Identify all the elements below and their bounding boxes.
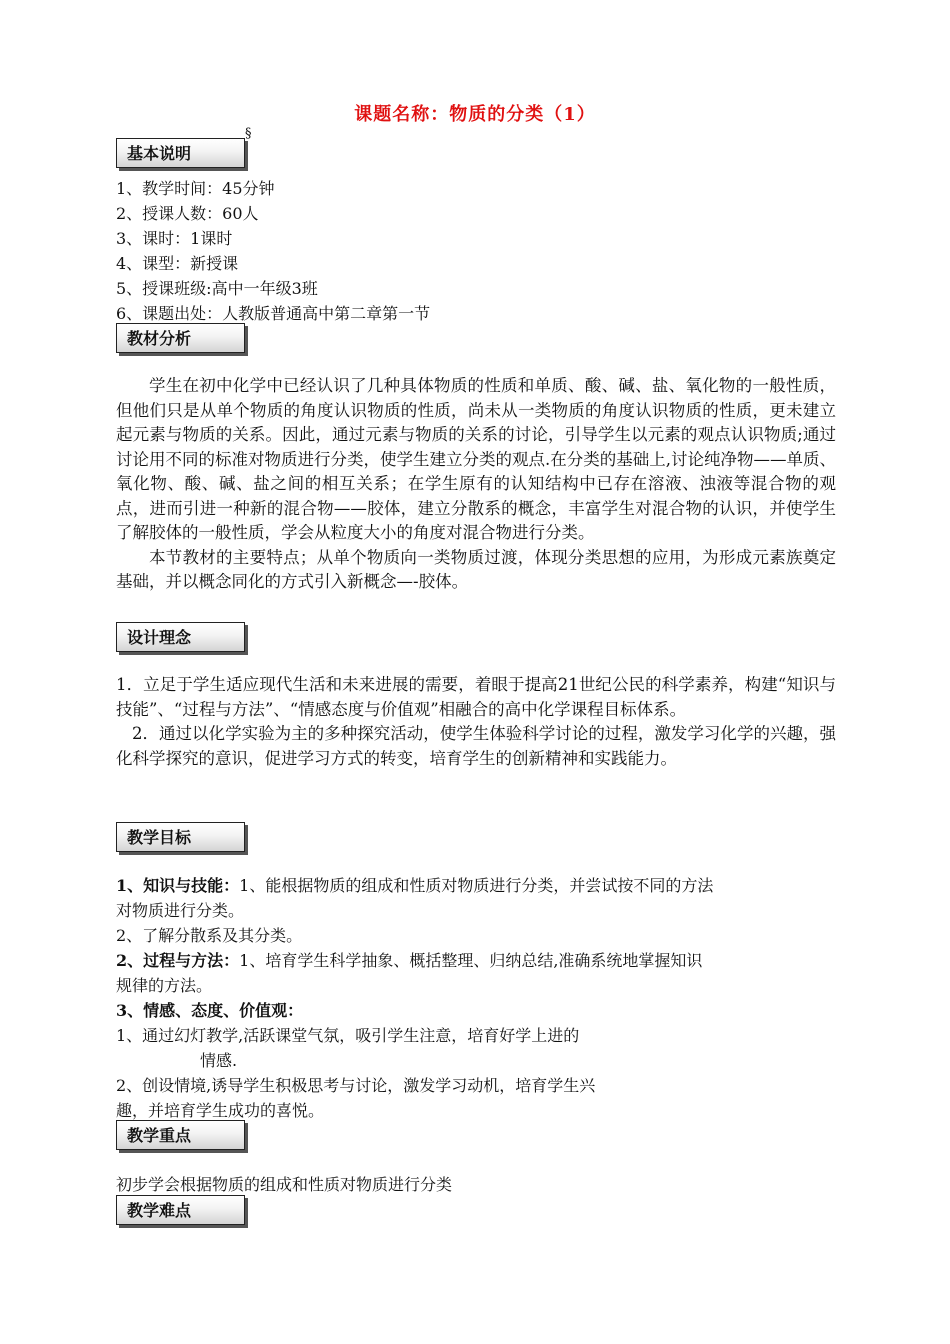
concept-paragraph: 1．立足于学生适应现代生活和未来进展的需要，着眼于提高21世纪公民的科学素养，构建“知识与技能”、“过程与方法”、“情感态度与价值观”相融合的高中化学课程目标体系。 (116, 675, 836, 719)
goal-label: 3、情感、态度、价值观： (116, 1001, 304, 1020)
goal-line (116, 873, 713, 896)
goal-text: 1、通过幻灯教学,活跃课堂气氛，吸引学生注意，培育好学上进的 (116, 1026, 580, 1045)
goal-text: 1、能根据物质的组成和性质对物质进行分类，并尝试按不同的方法 (239, 876, 714, 895)
concept-paragraph: 2．通过以化学实验为主的多种探究活动，使学生体验科学讨论的过程，激发学习化学的兴趣，强化科学探究的意识，促进学习方式的转变，培育学生的创新精神和实践能力。 (116, 724, 836, 768)
basic-item: 1、教学时间：45分钟 (116, 179, 275, 198)
goal-text: 情感. (200, 1051, 238, 1070)
goal-text: 2、了解分散系及其分类。 (116, 926, 303, 945)
basic-item: 3、课时：1课时 (116, 229, 233, 248)
analysis-paragraph: 本节教材的主要特点；从单个物质向一类物质过渡，体现分类思想的应用，为形成元素族奠定基础，并以概念同化的方式引入新概念—-胶体。 (116, 547, 836, 591)
goal-text: 规律的方法。 (116, 976, 213, 995)
basic-item: 2、授课人数：60人 (116, 204, 259, 223)
section-concept-heading: 设计理念 (116, 622, 245, 652)
goal-label: 1、知识与技能： (116, 876, 240, 895)
analysis-paragraphs (116, 374, 836, 595)
basic-item: 6、课题出处：人教版普通高中第二章第一节 (116, 304, 431, 323)
goal-label: 2、过程与方法： (116, 951, 240, 970)
goal-text: 2、创设情境,诱导学生积极思考与讨论，激发学习动机，培育学生兴 (116, 1076, 596, 1095)
analysis-paragraph: 学生在初中化学中已经认识了几种具体物质的性质和单质、酸、碱、盐、氧化物的一般性质，但他们只是从单个物质的角度认识物质的性质，尚未从一类物质的角度认识物质的性质，更未建立起元素与物质的关系。因此，通过元素与物质的关系的讨论，引导学生以元素的观点认识物质;通过讨论用不同的标准对物质进行分类，使学生建立分类的观点.在分类的基础上,讨论纯净物——单质、氧化物、酸、碱、盐之间的相互关系；在学生原有的认知结构中已存在溶液、浊液等混合物的观点，进而引进一种新的混合物——胶体，建立分散系的概念，丰富学生对混合物的认识，并使学生了解胶体的一般性质，学会从粒度大小的角度对混合物进行分类。 (116, 376, 836, 542)
goal-text: 对物质进行分类。 (116, 901, 245, 920)
goal-text: 趣，并培育学生成功的喜悦。 (116, 1101, 325, 1120)
section-difficult-heading: 教学难点 (116, 1195, 245, 1225)
section-goals-heading: 教学目标 (116, 822, 245, 852)
goal-line (116, 948, 702, 971)
section-basic-heading: 基本说明 (116, 138, 245, 168)
basic-item: 5、授课班级:高中一年级3班 (116, 279, 318, 298)
concept-paragraphs (116, 673, 836, 771)
section-key-heading: 教学重点 (116, 1120, 245, 1150)
section-mark: § (245, 126, 252, 141)
basic-item: 4、课型：新授课 (116, 254, 239, 273)
goal-text: 1、培育学生科学抽象、概括整理、归纳总结,准确系统地掌握知识 (239, 951, 703, 970)
section-analysis-heading: 教材分析 (116, 323, 245, 353)
key-text: 初步学会根据物质的组成和性质对物质进行分类 (116, 1175, 453, 1194)
page-title: 课题名称：物质的分类（1） (354, 104, 596, 125)
